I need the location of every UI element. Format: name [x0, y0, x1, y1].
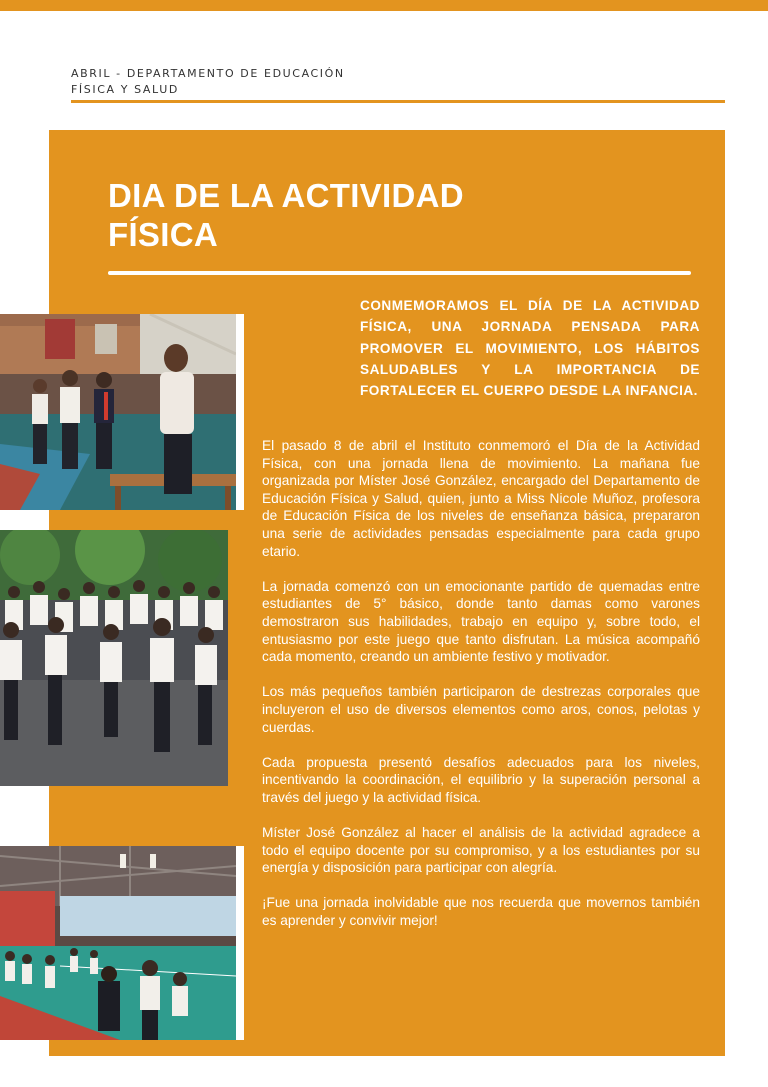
photo-outdoor-crowd-image — [0, 530, 228, 786]
photo-gym-students — [0, 314, 244, 510]
article-paragraph-3: Los más pequeños también participaron de destrezas corporales que incluyeron el uso de diversos elementos como aros, conos, pelotas y cuerdas. — [262, 684, 700, 735]
section-header — [71, 66, 345, 98]
article-paragraph-2: La jornada comenzó con un emocionante partido de quemadas entre estudiantes de 5° básico, donde tanto damas como varones demostraron sus habilidades, trabajo en equipo y, sobre todo, el entusiasmo por este juego que tanto disfrutan. La música acompañó cada momento, creando un ambiente festivo y motivador. — [262, 578, 700, 665]
page-title-line-2: FÍSICA — [108, 216, 218, 253]
title-divider — [108, 271, 691, 275]
photo-indoor-court — [0, 846, 244, 1040]
article-paragraph-5: Míster José González al hacer el análisis de la actividad agradece a todo el equipo docente por su compromiso, y a los estudiantes por su energía y disposición para participar con alegría. — [262, 825, 700, 876]
page-title — [108, 176, 588, 254]
photo-outdoor-crowd — [0, 530, 228, 786]
photo-indoor-court-image — [0, 846, 236, 1040]
header-divider — [71, 100, 725, 103]
page-title-line-1: DIA DE LA ACTIVIDAD — [108, 177, 464, 214]
article-paragraph-1: El pasado 8 de abril el Instituto conmemoró el Día de la Actividad Física, con una jornada llena de movimiento. La mañana fue organizada por Míster José González, encargado del Departamento de Educación Física y Salud, quien, junto a Miss Nicole Muñoz, profesora de Educación Física de los niveles de enseñanza básica, prepararon una serie de actividades pensadas especialmente para cada grupo etario. — [262, 438, 700, 559]
top-accent-bar — [0, 0, 768, 11]
photo-gym-students-image — [0, 314, 236, 510]
article-paragraph-6: ¡Fue una jornada inolvidable que nos recuerda que movernos también es aprender y convivir mejor! — [262, 895, 700, 929]
section-header-line-1: ABRIL - DEPARTAMENTO DE EDUCACIÓN — [71, 67, 345, 80]
article-paragraph-4: Cada propuesta presentó desafíos adecuados para los niveles, incentivando la coordinación, el equilibrio y la superación personal a través del juego y la actividad física. — [262, 754, 700, 805]
section-header-line-2: FÍSICA Y SALUD — [71, 83, 179, 96]
intro-text: CONMEMORAMOS EL DÍA DE LA ACTIVIDAD FÍSICA, UNA JORNADA PENSADA PARA PROMOVER EL MOVIMIENTO, LOS HÁBITOS SALUDABLES Y LA IMPORTANCIA DE FORTALECER EL CUERPO DESDE LA INFANCIA. — [360, 298, 700, 399]
article-body — [262, 437, 700, 947]
